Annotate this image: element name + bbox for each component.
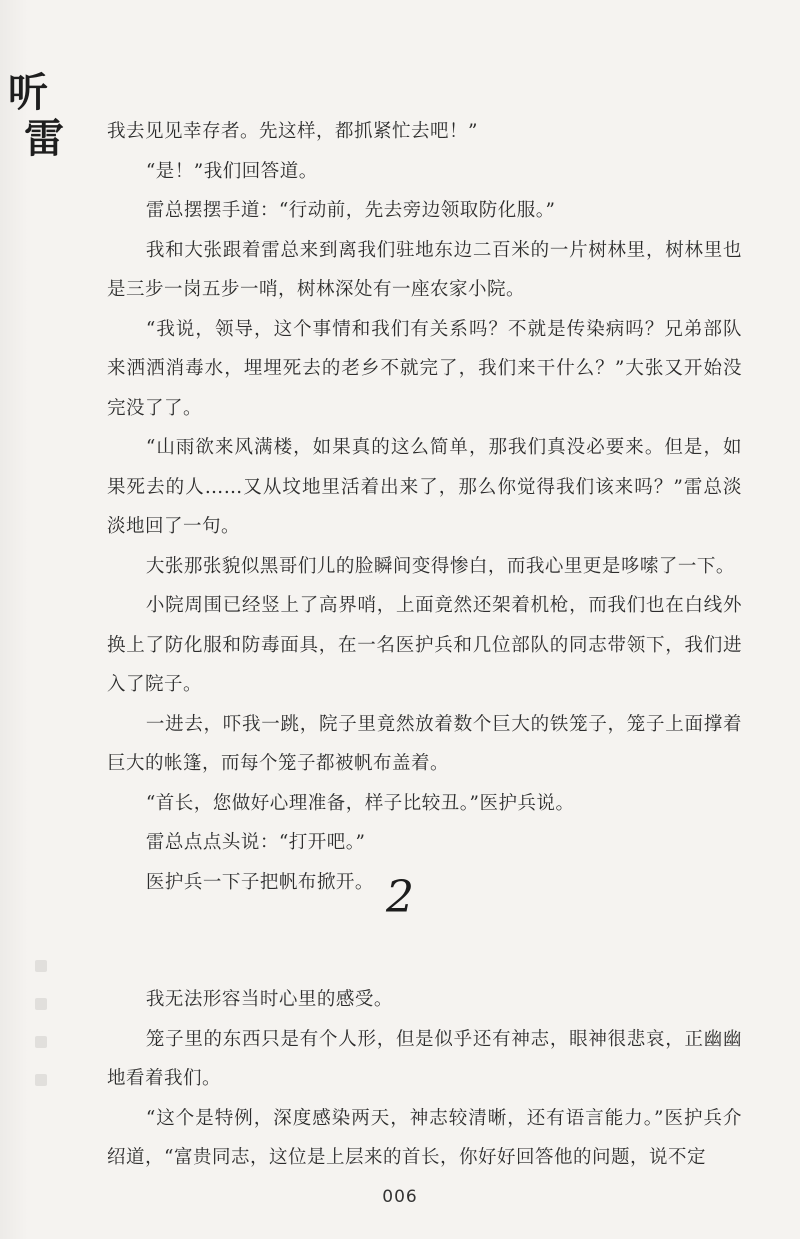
running-head-char-1: 听 <box>8 69 48 116</box>
paragraph: 我和大张跟着雷总来到离我们驻地东边二百米的一片树林里，树林里也是三步一岗五步一哨，树林深处有一座农家小院。 <box>107 239 742 300</box>
paragraph: 大张那张貌似黑哥们儿的脸瞬间变得惨白，而我心里更是哆嗦了一下。 <box>145 555 735 577</box>
running-head-title <box>8 70 72 162</box>
paragraph: 一进去，吓我一跳，院子里竟然放着数个巨大的铁笼子，笼子上面撑着巨大的帐篷，而每个笼子都被帆布盖着。 <box>107 713 742 774</box>
running-head-char-2: 雷 <box>24 115 64 162</box>
paragraph: “是！”我们回答道。 <box>145 160 318 182</box>
section-number: 2 <box>386 872 414 923</box>
bleed-mark <box>35 1036 47 1048</box>
body-text-section-1 <box>107 112 742 902</box>
bleed-mark <box>35 1074 47 1086</box>
paragraph: 小院周围已经竖上了高界哨，上面竟然还架着机枪，而我们也在白线外换上了防化服和防毒面具，在一名医护兵和几位部队的同志带领下，我们进入了院子。 <box>107 595 742 695</box>
paragraph: 我去见见幸存者。先这样，都抓紧忙去吧！” <box>107 121 478 142</box>
paragraph: “首长，您做好心理准备，样子比较丑。”医护兵说。 <box>145 792 575 814</box>
body-text-section-2 <box>107 980 742 1178</box>
paragraph: 雷总点点头说：“打开吧。” <box>145 832 366 853</box>
bleed-mark <box>35 960 47 972</box>
page-number: 006 <box>382 1187 418 1207</box>
paragraph: 我无法形容当时心里的感受。 <box>145 989 393 1010</box>
paragraph: 笼子里的东西只是有个人形，但是似乎还有神志，眼神很悲哀，正幽幽地看着我们。 <box>107 1028 742 1089</box>
paragraph: 医护兵一下子把帆布掀开。 <box>145 871 374 893</box>
bleed-through-marks <box>30 960 52 1160</box>
bleed-mark <box>35 998 47 1010</box>
paragraph: “我说，领导，这个事情和我们有关系吗？不就是传染病吗？兄弟部队来洒洒消毒水，埋埋死去的老乡不就完了，我们来干什么？”大张又开始没完没了了。 <box>107 318 742 419</box>
paragraph: 雷总摆摆手道：“行动前，先去旁边领取防化服。” <box>145 200 556 221</box>
paragraph: “山雨欲来风满楼，如果真的这么简单，那我们真没必要来。但是，如果死去的人……又从坟地里活着出来了，那么你觉得我们该来吗？”雷总淡淡地回了一句。 <box>107 437 742 537</box>
paragraph: “这个是特例，深度感染两天，神志较清晰，还有语言能力。”医护兵介绍道，“富贵同志，这位是上层来的首长，你好好回答他的问题，说不定 <box>107 1107 742 1168</box>
